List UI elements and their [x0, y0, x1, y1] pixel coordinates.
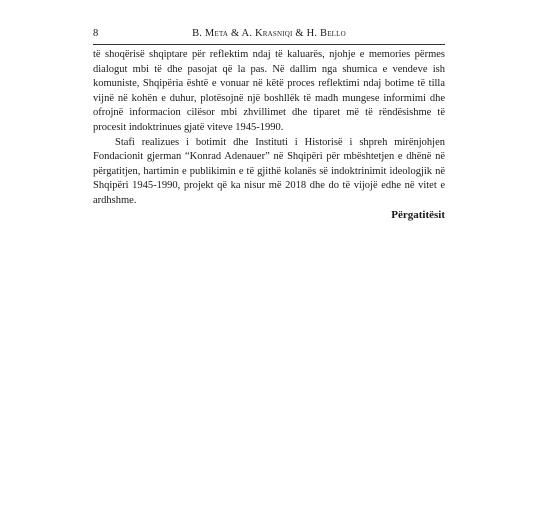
signature: Përgatitësit [391, 209, 445, 221]
page-number: 8 [93, 28, 99, 39]
running-header [93, 26, 445, 42]
header-authors: B. Meta & A. Krasniqi & H. Bello [192, 28, 346, 39]
paragraph-continuation: të shoqërisë shqiptare për reflektim ndaj të kaluarës, njohje e memories përmes dialogut mbi të dhe pasojat që la pas. Në dallim nga shumica e vendeve ish komuniste, Shqipëria është e vonuar në këtë proces reflektimi ndaj botime të tilla vijnë në kohën e duhur, plotësojnë një boshllëk të madh mungese informimi dhe ofrojnë informacion cilësor mbi zhvillimet dhe tiparet më të rëndësishme të procesit indoktrinues gjatë viteve 1945-1990. [93, 49, 445, 133]
paragraph-acknowledgement: Stafi realizues i botimit dhe Instituti i Historisë i shpreh mirënjohjen Fondacionit gjerman “Konrad Adenauer” në Shqipëri për mbështetjen e dhënë në përgatitjen, hartimin e publikimin e të gjithë kolanës së indoktrinimit ideologjik në Shqipëri 1945-1990, projekt që ka nisur më 2018 dhe do të vijojë edhe në vitet e ardhshme. [93, 136, 445, 206]
body-text [93, 48, 445, 209]
header-rule [93, 44, 445, 45]
